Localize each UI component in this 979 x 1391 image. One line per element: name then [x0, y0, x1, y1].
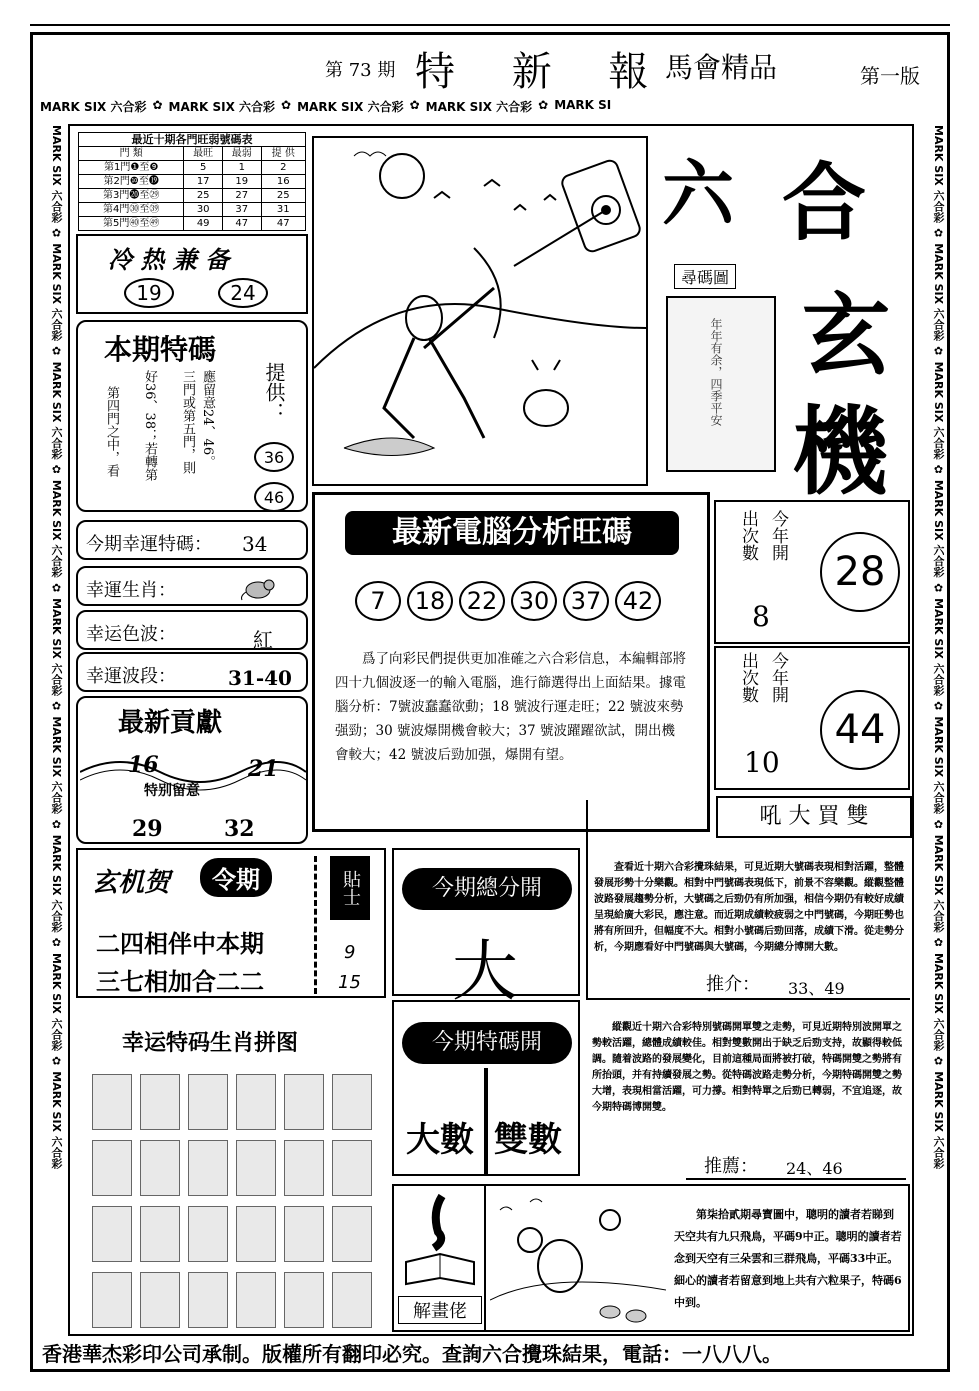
lucky-color-value: 紅 [253, 628, 273, 652]
table-cell: 第5門㊵至㊾ [79, 217, 184, 231]
table-header-row [79, 147, 306, 161]
tip-number: 15 [338, 972, 361, 993]
table-header: 提 供 [261, 147, 305, 161]
brand-strip-item: MARK SI [554, 98, 612, 112]
count-number: 44 [820, 690, 900, 770]
special-code-text: 三門或第五門，則 [180, 370, 195, 474]
table-cell: 47 [222, 217, 261, 231]
brand-strip-item: MARK SIX 六合彩 [168, 100, 276, 114]
count-label: 出次數 [738, 652, 758, 703]
mystic-badge: 令期 [200, 858, 272, 897]
special-code-text: 好36、38；若轉第 [142, 370, 157, 482]
computer-number: 42 [615, 581, 661, 621]
archer-illustration [314, 138, 646, 484]
issue-number: 第 73 期 [325, 60, 396, 81]
computer-banner: 最新電腦分析旺碼 [345, 511, 679, 555]
contribution-number: 16 [128, 752, 159, 778]
hexuan-section [652, 136, 910, 508]
big-small-title: 吼 大 買 雙 [716, 796, 912, 838]
puzzle-piece [284, 1074, 324, 1130]
hexuan-title-char: 玄 [802, 283, 891, 387]
table-cell: 第4門㉚至㊴ [79, 203, 184, 217]
odd-even-recommend: 24、46 [786, 1159, 843, 1178]
puzzle-piece [236, 1272, 276, 1328]
count-label: 出次數 [738, 510, 758, 561]
dashed-divider [314, 856, 317, 994]
archer-cartoon [312, 136, 648, 486]
total-value: 大 [452, 933, 518, 1010]
explain-box [392, 1184, 910, 1332]
contribution-note: 特别留意 [144, 783, 200, 799]
count-number: 28 [820, 532, 900, 612]
computer-number: 37 [563, 581, 609, 621]
table-row [79, 217, 306, 231]
special-open-label: 今期特碼開 [402, 1022, 572, 1064]
brand-strip-item: MARK SIX 六合彩 [297, 100, 404, 114]
table-cell: 27 [222, 189, 261, 203]
hot-cold-number: 19 [124, 278, 174, 308]
computer-number: 7 [355, 581, 401, 621]
computer-number: 30 [511, 581, 557, 621]
hexuan-title-char: 機 [792, 395, 888, 508]
puzzle-piece [188, 1140, 228, 1196]
puzzle-piece [332, 1140, 372, 1196]
table-header: 門 類 [79, 147, 184, 161]
table-header: 最弱 [222, 147, 261, 161]
odd-even-recommend-label: 推薦： [704, 1152, 758, 1178]
travelers-illustration [490, 1190, 666, 1328]
big-small-box [586, 800, 910, 1000]
contribution-title: 最新貢獻 [118, 708, 223, 738]
explain-illustration [490, 1190, 666, 1328]
special-open-value: 大數 [406, 1120, 474, 1160]
flower-icon: ✿ [152, 98, 163, 112]
contribution-number: 21 [248, 756, 279, 782]
hot-cold-title: 冷 热 兼 备 [108, 245, 230, 274]
special-code-text: 第四門之中，看 [104, 386, 119, 477]
special-number: 46 [254, 482, 294, 512]
contribution-box [76, 696, 308, 844]
table-row [79, 161, 306, 175]
tip-number: 9 [344, 942, 356, 963]
puzzle-piece [92, 1140, 132, 1196]
stats-table [78, 146, 306, 231]
explain-left-panel [394, 1186, 486, 1330]
table-cell: 19 [222, 175, 261, 189]
footer-text: 香港華杰彩印公司承制。版權所有翻印必究。查詢六合攪珠結果，電話：一八八八。 [42, 1342, 782, 1366]
table-cell: 30 [184, 203, 223, 217]
count-label: 今年開 [768, 652, 788, 703]
lucky-range-label: 幸運波段： [86, 666, 176, 687]
lucky-zodiac-row [76, 566, 308, 606]
mystic-box [76, 848, 386, 998]
computer-analysis-box [312, 492, 710, 832]
computer-number: 22 [459, 581, 505, 621]
special-code-title: 本期特碼 [104, 333, 217, 366]
computer-number: 18 [407, 581, 453, 621]
lucky-zodiac-label: 幸運生肖： [86, 580, 176, 601]
lucky-range-value: 31-40 [228, 666, 292, 690]
special-open-divider [484, 1068, 488, 1174]
special-code-text: 應留意24、46。 [200, 370, 215, 469]
top-edge-strip [30, 8, 950, 26]
table-cell: 第1門❶至❾ [79, 161, 184, 175]
puzzle-piece [332, 1272, 372, 1328]
special-number: 36 [254, 442, 294, 472]
table-row [79, 189, 306, 203]
lucky-number-label: 今期幸運特碼： [86, 534, 212, 555]
stats-table-title: 最近十期各門旺弱號碼表 [78, 132, 306, 146]
computer-text: 爲了向彩民們提供更加准確之六合彩信息，本編輯部將四十九個波逐一的輸入電腦，進行篩選得出上面結果。據電腦分析：7號波蠢蠢欲動；18 號波行運走旺；22 號波來勢强勁；30 號波爆開機會較大；37 號波躍躍欲試，開出機會較大；42 號波后勁加强，爆開有望。 [335, 651, 686, 763]
puzzle-title: 幸运特码生肖拼图 [122, 1031, 299, 1056]
header [300, 38, 940, 94]
rat-icon [238, 574, 278, 602]
hot-cold-number: 24 [218, 278, 268, 308]
table-cell: 37 [222, 203, 261, 217]
brush-book-icon [402, 1192, 478, 1288]
count-box-1 [714, 500, 910, 644]
table-cell: 25 [261, 189, 305, 203]
lucky-range-row [76, 652, 308, 692]
flower-icon: ✿ [538, 98, 549, 112]
masthead-title: 特 新 報 [415, 49, 671, 95]
puzzle-grid [92, 1074, 382, 1334]
big-small-recommend-label: 推介： [706, 970, 760, 996]
table-row [79, 203, 306, 217]
tip-label: 貼士 [330, 856, 370, 920]
total-label: 今期總分開 [402, 868, 572, 910]
table-cell: 47 [261, 217, 305, 231]
left-brand-strip: MARK SIX 六合彩 ✿ MARK SIX 六合彩 ✿ MARK SIX 六合彩 ✿ MARK SIX 六合彩 ✿ MARK SIX 六合彩 ✿ MARK SIX 六合彩 ✿ MARK SIX 六合彩 ✿ MARK SIX 六合彩 ✿ MARK SIX 六合彩 [50, 125, 63, 1169]
table-row [79, 175, 306, 189]
hexuan-title-char: 合 [782, 153, 867, 252]
special-open-value: 雙數 [494, 1120, 562, 1160]
table-cell: 31 [261, 203, 305, 217]
stats-table-box [78, 132, 306, 230]
hanging-scroll [666, 296, 776, 472]
puzzle-piece [284, 1272, 324, 1328]
puzzle-piece [188, 1074, 228, 1130]
explain-label: 解畫佬 [398, 1296, 482, 1324]
table-cell: 第2門❿至⓳ [79, 175, 184, 189]
puzzle-piece [140, 1074, 180, 1130]
mystic-line: 二四相伴中本期 [96, 929, 264, 958]
underline [686, 1178, 906, 1180]
lucky-color-row [76, 610, 308, 650]
special-open-box [392, 1000, 580, 1176]
provide-label: 提供： [262, 362, 286, 422]
puzzle-piece [92, 1272, 132, 1328]
puzzle-piece [236, 1140, 276, 1196]
explain-text: 第柒拾貳期尋寶圖中，聰明的讀者若睇到天空共有九只飛鳥，平碼9中正。聰明的讀者若念到天空有三朵雲和三群飛鳥，平碼33中正。細心的讀者若留意到地上共有六粒果子，特碼6中到。 [674, 1208, 902, 1309]
odd-even-text: 縱觀近十期六合彩特別號碼開單雙之走勢，可見近期特別波開單之勢較活躍，總體成績較佳。相對雙數開出于缺乏后勁支持，故顯得較低調。隨着波路的發展變化，目前這種局面將被打破，特碼開雙之勢將有所抬頭，并有持續發展之勢。從特碼波路走勢分析，今期特碼開雙之勢大增，表現相當活躍，可力撐。相對特單之后勁已轉弱，不宜追逐，故今期特碼博開雙。 [592, 1022, 902, 1113]
count-value: 8 [752, 600, 770, 633]
brand-strip-item: MARK SIX 六合彩 [425, 100, 533, 114]
seek-label: 尋碼圖 [674, 264, 736, 289]
table-cell: 17 [184, 175, 223, 189]
lucky-number-row [76, 520, 308, 560]
flower-icon: ✿ [409, 98, 420, 112]
table-cell: 25 [184, 189, 223, 203]
total-box [392, 848, 580, 1010]
table-cell: 5 [184, 161, 223, 175]
count-value: 10 [744, 746, 780, 779]
count-box-2 [714, 646, 910, 790]
puzzle-piece [92, 1206, 132, 1262]
puzzle-piece [236, 1206, 276, 1262]
edition-label: 第一版 [860, 64, 920, 88]
brand-strip-item: MARK SIX 六合彩 [40, 100, 147, 114]
puzzle-box [76, 1004, 386, 1334]
odd-even-box [586, 1010, 910, 1180]
puzzle-piece [188, 1272, 228, 1328]
puzzle-piece [188, 1206, 228, 1262]
contribution-number: 29 [132, 816, 163, 842]
table-cell: 2 [261, 161, 305, 175]
underline [688, 998, 908, 1000]
puzzle-piece [284, 1140, 324, 1196]
table-cell: 第3門⓴至㉙ [79, 189, 184, 203]
puzzle-piece [284, 1206, 324, 1262]
lucky-number-value: 34 [242, 532, 268, 556]
masthead-subtitle: 馬會精品 [665, 51, 778, 84]
special-code-box [76, 320, 308, 512]
puzzle-piece [140, 1272, 180, 1328]
hot-cold-box [76, 234, 308, 314]
table-header: 最旺 [184, 147, 223, 161]
puzzle-piece [92, 1074, 132, 1130]
table-cell: 49 [184, 217, 223, 231]
table-cell: 1 [222, 161, 261, 175]
computer-numbers [355, 581, 661, 621]
big-small-text: 查看近十期六合彩攪珠結果，可見近期大號碼表現相對活躍，整體發展形勢十分樂觀。相對中門號碼表現低下，前景不容樂觀。縱觀整體波路發展趨勢分析，大號碼之后勁仍有所加强，相信今期仍有較好成績呈現給廣大彩民，應注意。而近期成績較疲弱之中門號碼，今期旺勢也將有所回升，但幅度不大。相對小號碼后勁回落，成績下滑。從走勢分析，今期應看好中門號碼與大號碼，今期總分博開大數。 [594, 862, 904, 953]
lucky-color-label: 幸运色波： [86, 624, 176, 645]
hexuan-title-char: 六 [662, 151, 735, 236]
puzzle-piece [332, 1074, 372, 1130]
count-label: 今年開 [768, 510, 788, 561]
contribution-number: 32 [224, 816, 255, 842]
scroll-text: 年年有余，四季平安 [709, 318, 723, 426]
mystic-line: 三七相加合二二 [96, 967, 264, 996]
puzzle-piece [332, 1206, 372, 1262]
puzzle-piece [140, 1206, 180, 1262]
puzzle-piece [236, 1074, 276, 1130]
mystic-title: 玄机贺 [92, 868, 171, 898]
brand-strip [40, 98, 620, 118]
big-small-recommend: 33、49 [788, 979, 845, 998]
table-cell: 16 [261, 175, 305, 189]
flower-icon: ✿ [281, 98, 292, 112]
puzzle-piece [140, 1140, 180, 1196]
right-brand-strip: MARK SIX 六合彩 ✿ MARK SIX 六合彩 ✿ MARK SIX 六合彩 ✿ MARK SIX 六合彩 ✿ MARK SIX 六合彩 ✿ MARK SIX 六合彩 ✿ MARK SIX 六合彩 ✿ MARK SIX 六合彩 ✿ MARK SIX 六合彩 [932, 125, 945, 1169]
